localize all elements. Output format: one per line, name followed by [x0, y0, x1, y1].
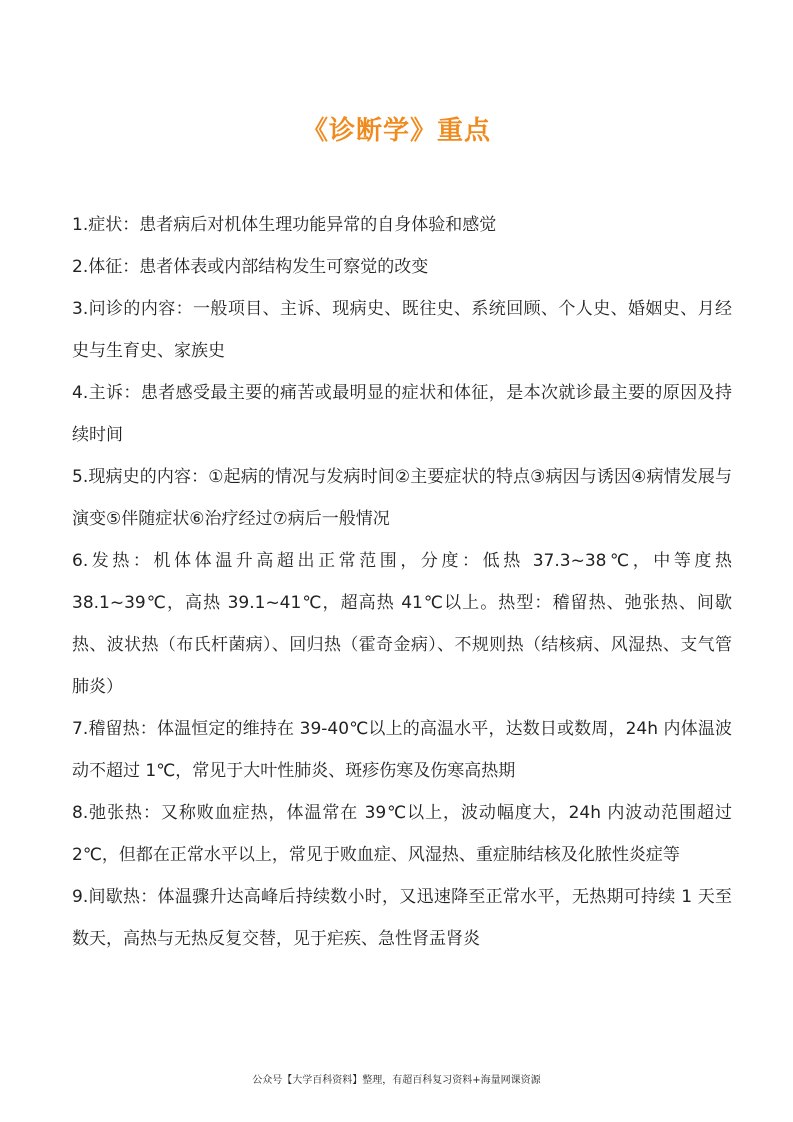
footer-note: 公众号【大学百科资料】整理，有超百科复习资料+海量网课资源	[252, 1075, 541, 1086]
paragraph-fever: 6.发热：机体体温升高超出正常范围，分度：低热 37.3~38℃，中等度热 38.1~39℃，高热 39.1~41℃，超高热 41℃以上。热型：稽留热、弛张热、间歇热、波状热（布氏杆菌病）、回归热（霍奇金病）、不规则热（结核病、风湿热、支气管肺炎）	[72, 551, 732, 697]
paragraph-remittent-fever: 8.弛张热：又称败血症热，体温常在 39℃以上，波动幅度大，24h 内波动范围超过 2℃，但都在正常水平以上，常见于败血症、风湿热、重症肺结核及化脓性炎症等	[72, 803, 732, 865]
paragraph-continued-fever: 7.稽留热：体温恒定的维持在 39-40℃以上的高温水平，达数日或数周，24h 内体温波动不超过 1℃，常见于大叶性肺炎、斑疹伤寒及伤寒高热期	[72, 719, 732, 781]
paragraph-sign: 2.体征：患者体表或内部结构发生可察觉的改变	[72, 257, 429, 277]
paragraph-present-illness: 5.现病史的内容：①起病的情况与发病时间②主要症状的特点③病因与诱因④病情发展与演变⑤伴随症状⑥治疗经过⑦病后一般情况	[72, 467, 732, 529]
page-title: 《诊断学》重点	[301, 116, 491, 146]
document-body	[72, 204, 732, 960]
paragraph-symptom: 1.症状：患者病后对机体生理功能异常的自身体验和感觉	[72, 215, 497, 235]
paragraph-intermittent-fever: 9.间歇热：体温骤升达高峰后持续数小时，又迅速降至正常水平，无热期可持续 1 天至数天，高热与无热反复交替，见于疟疾、急性肾盂肾炎	[72, 887, 732, 949]
paragraph-inquiry-content: 3.问诊的内容：一般项目、主诉、现病史、既往史、系统回顾、个人史、婚姻史、月经史与生育史、家族史	[72, 299, 732, 361]
paragraph-chief-complaint: 4.主诉：患者感受最主要的痛苦或最明显的症状和体征，是本次就诊最主要的原因及持续时间	[72, 383, 732, 445]
